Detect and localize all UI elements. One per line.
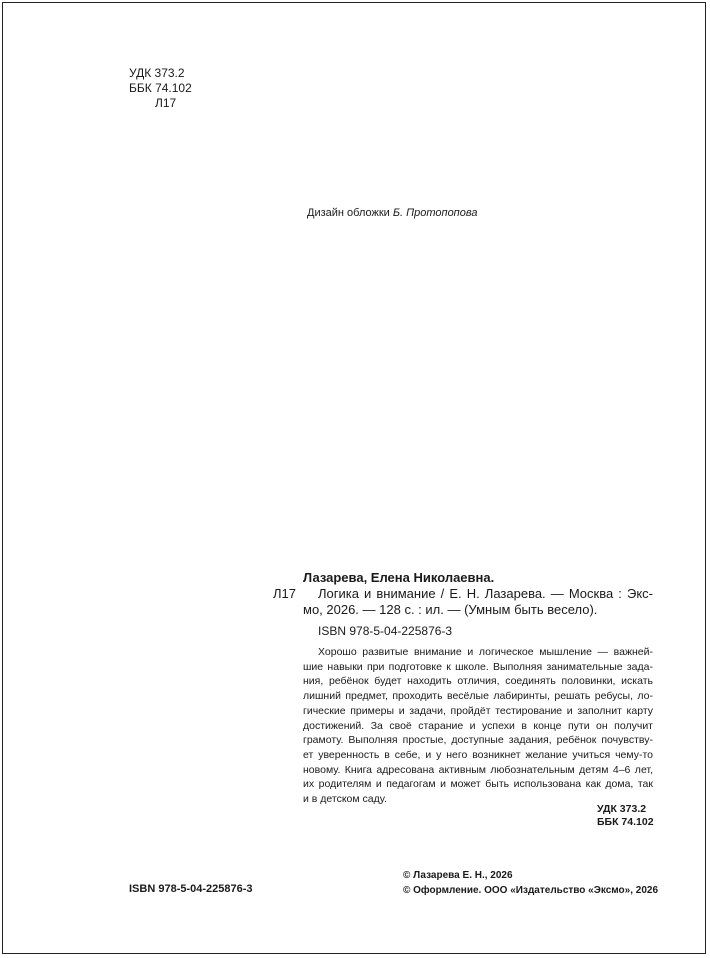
author-sign: Л17 <box>155 96 177 110</box>
annotation-line: и в детском саду. <box>303 793 387 806</box>
bibliographic-code: Л17 <box>273 586 296 601</box>
bbk-code-bottom: ББК 74.102 <box>597 816 654 828</box>
annotation-line: Хорошо развитые внимание и логическое мышление — важней- <box>318 646 653 658</box>
bbk-code: ББК 74.102 <box>129 81 192 95</box>
bottom-classification <box>597 803 654 829</box>
cover-design-credit <box>307 207 477 219</box>
copyright-author: © Лазарева Е. Н., 2026 <box>403 870 513 881</box>
record-isbn: ISBN 978-5-04-225876-3 <box>318 624 453 638</box>
annotation-line: шие навыки при подготовке к школе. Выполняя занимательные зада- <box>303 660 653 673</box>
annotation-line: гические примеры и задачи, пройдёт тестирование и заполнит карту <box>303 704 653 717</box>
cover-design-label: Дизайн обложки <box>307 207 390 219</box>
footer-isbn: ISBN 978-5-04-225876-3 <box>129 883 253 895</box>
bibliographic-line: мо, 2026. — 128 с. : ил. — (Умным быть весело). <box>303 602 598 617</box>
copyright-block <box>403 869 658 898</box>
annotation-line: новому. Книга адресована активным любознательным детям 4–6 лет, <box>303 763 653 776</box>
annotation-line: ет уверенность в себе, и у него возникнет желание учиться чему-то <box>303 748 653 761</box>
annotation-line: достижений. За своё старание и успехи в конце пути он получит <box>303 719 653 732</box>
author-name: Лазарева, Елена Николаевна. <box>303 570 495 585</box>
bibliographic-line: Логика и внимание / Е. Н. Лазарева. — Москва : Экс- <box>318 586 653 601</box>
annotation <box>303 645 653 807</box>
cover-designer-name: Б. Протопопова <box>392 207 478 219</box>
copyright-design: © Оформление. ООО «Издательство «Эксмо», 2026 <box>403 884 659 896</box>
annotation-line: их родителям и педагогам и может быть использована как дома, так <box>303 778 653 791</box>
udk-code-bottom: УДК 373.2 <box>597 803 647 815</box>
annotation-line: ния, ребёнок будет находить отличия, соединять половинки, искать <box>303 675 653 688</box>
udk-code: УДК 373.2 <box>129 66 185 80</box>
annotation-line: лишний предмет, проходить весёлые лабиринты, решать ребусы, ло- <box>303 690 653 703</box>
annotation-line: грамоту. Выполняя простые, доступные задания, ребёнок почувству- <box>303 734 653 747</box>
top-classification <box>129 66 192 111</box>
bibliographic-record <box>303 586 653 618</box>
